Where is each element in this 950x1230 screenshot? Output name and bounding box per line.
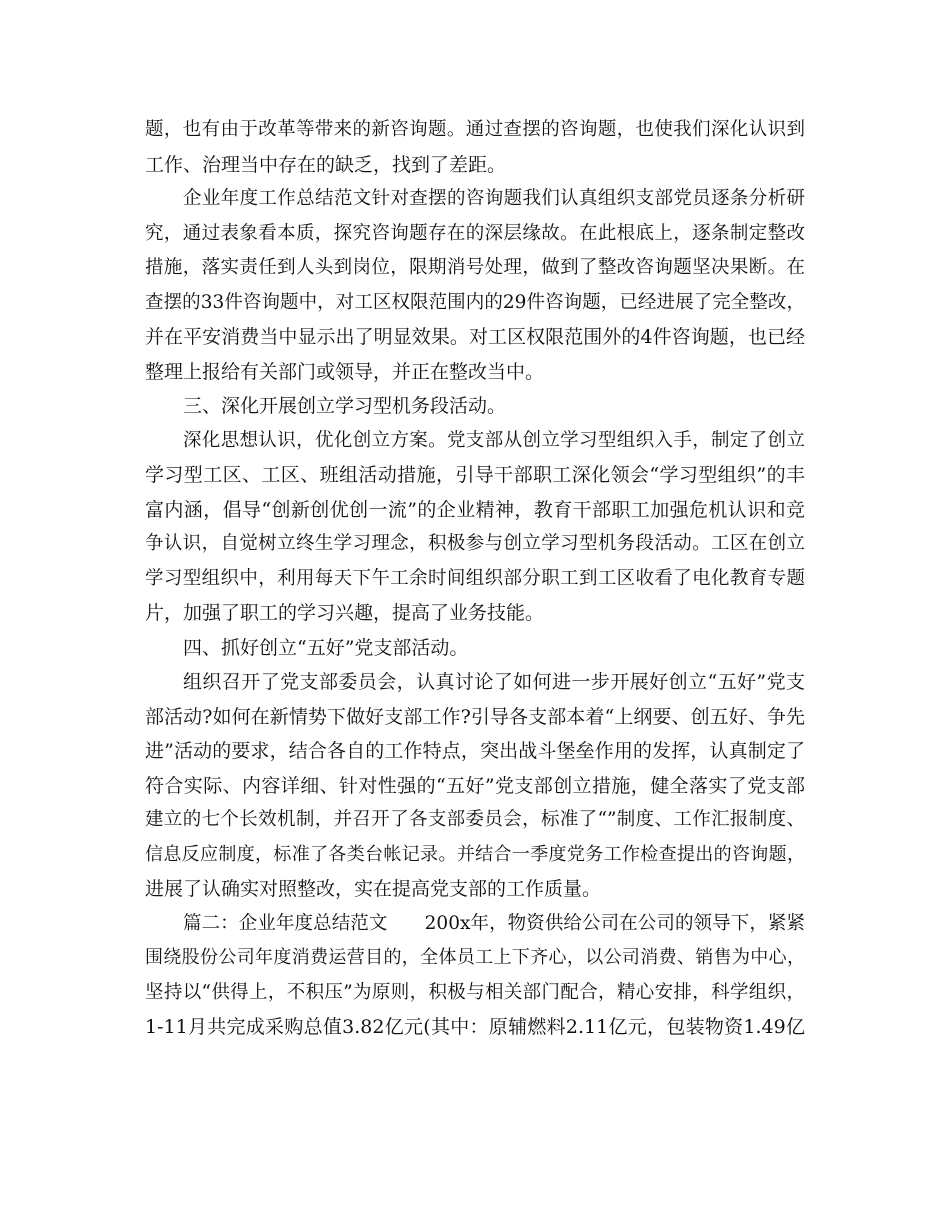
text-line: 围绕股份公司年度消费运营目的，全体员工上下齐心，以公司消费、销售为中心，	[145, 947, 805, 968]
text-line: 学习型工区、工区、班组活动措施，引导干部职工深化领会“学习型组织”的丰	[145, 464, 805, 486]
paragraph-start-line: 深化思想认识，优化创立方案。党支部从创立学习型组织入手，制定了创立	[183, 429, 805, 451]
section-heading: 四、抓好创立“五好”党支部活动。	[183, 636, 469, 659]
text-line: 查摆的33件咨询题中，对工区权限范围内的29件咨询题，已经进展了完全整改，	[145, 291, 805, 313]
text-line: 学习型组织中，利用每天下午工余时间组织部分职工到工区收看了电化教育专题	[145, 567, 805, 589]
text-line: 工作、治理当中存在的缺乏，找到了差距。	[145, 153, 507, 176]
text-line: 建立的七个长效机制，并召开了各支部委员会，标准了“”制度、工作汇报制度、	[145, 809, 805, 830]
paragraph-start-line: 组织召开了党支部委员会，认真讨论了如何进一步开展好创立“五好”党支	[183, 671, 805, 693]
text-line: 争认识，自觉树立终生学习理念，积极参与创立学习型机务段活动。工区在创立	[145, 533, 805, 554]
text-line: 1-11月共完成采购总值3.82亿元(其中：原辅燃料2.11亿元，包装物资1.49亿	[145, 1016, 805, 1038]
text-line: 信息反应制度，标准了各类台帐记录。并结合一季度党务工作检查提出的咨询题，	[145, 843, 805, 865]
document-body	[145, 113, 805, 1045]
section-heading: 三、深化开展创立学习型机务段活动。	[183, 395, 507, 417]
text-line: 进展了认确实对照整改，实在提高党支部的工作质量。	[145, 878, 602, 900]
text-line: 题，也有由于改革等带来的新咨询题。通过查摆的咨询题，也使我们深化认识到	[145, 119, 805, 140]
text-line: 片，加强了职工的学习兴趣，提高了业务技能。	[145, 602, 545, 624]
text-line: 坚持以“供得上，不积压”为原则，积极与相关部门配合，精心安排，科学组织，	[145, 981, 805, 1003]
paragraph-start-line: 篇二：企业年度总结范文 200x年，物资供给公司在公司的领导下，紧紧	[183, 912, 805, 934]
text-line: 究，通过表象看本质，探究咨询题存在的深层缘故。在此根底上，逐条制定整改	[145, 222, 805, 244]
text-line: 富内涵，倡导“创新创优创一流”的企业精神，教育干部职工加强危机认识和竞	[145, 498, 805, 521]
paragraph-start-line: 企业年度工作总结范文针对查摆的咨询题我们认真组织支部党员逐条分析研	[183, 188, 805, 209]
text-line: 并在平安消费当中显示出了明显效果。对工区权限范围外的4件咨询题，也已经	[145, 326, 805, 348]
text-line: 部活动?如何在新情势下做好支部工作?引导各支部本着“上纲要、创五好、争先	[145, 705, 805, 728]
text-line: 符合实际、内容详细、针对性强的“五好”党支部创立措施，健全落实了党支部	[145, 774, 805, 797]
text-line: 措施，落实责任到人头到岗位，限期消号处理，做到了整改咨询题坚决果断。在	[145, 257, 805, 278]
text-line: 进”活动的要求，结合各自的工作特点，突出战斗堡垒作用的发挥，认真制定了	[145, 740, 805, 762]
text-line: 整理上报给有关部门或领导，并正在整改当中。	[145, 360, 545, 383]
